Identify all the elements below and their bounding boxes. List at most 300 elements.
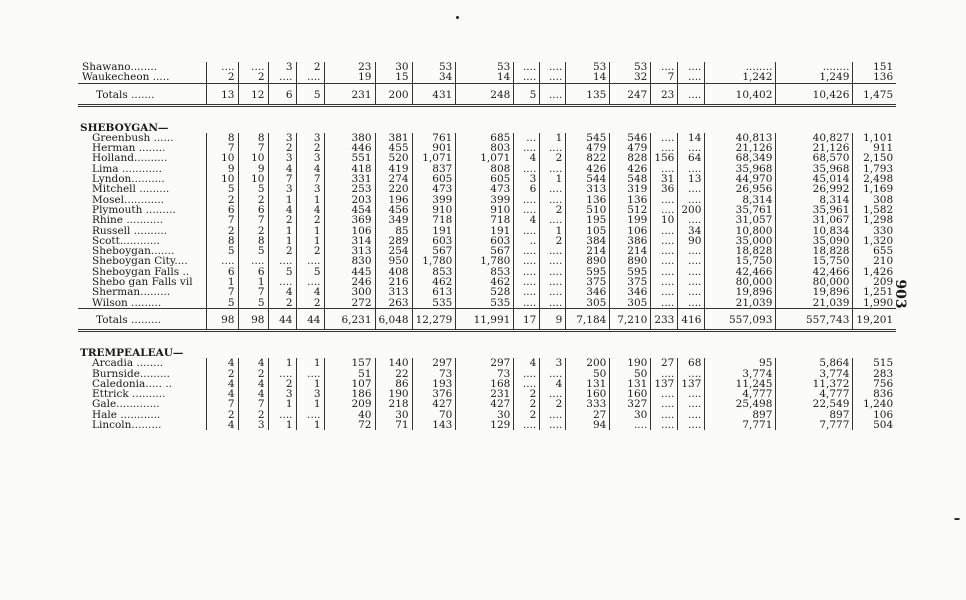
table-cell: 3 [268,133,296,143]
totals-cell: 416 [678,308,705,330]
table-cell: 1,298 [853,215,896,225]
table-cell: .... [540,287,566,297]
table-cell: 4 [206,420,238,430]
table-cell: 897 [776,410,853,420]
table-cell: 80,000 [705,277,776,287]
table-cell: .... [540,256,566,266]
totals-cell: 10,402 [705,83,776,105]
table-row [78,379,896,389]
table-cell: 200 [678,205,705,215]
table-cell: 4 [514,215,540,225]
totals-cell: .... [678,83,705,105]
table-cell: 53 [456,62,514,72]
table-cell: .... [268,369,296,379]
table-cell: 4 [268,164,296,174]
totals-cell: 431 [412,83,456,105]
totals-cell: 247 [610,83,651,105]
table-cell: 381 [375,133,412,143]
table-cell: 2 [238,195,268,205]
table-cell: .... [540,62,566,72]
table-cell: 263 [375,298,412,309]
table-cell: .... [540,246,566,256]
town-name: Greenbush ...... [92,132,174,144]
table-row [78,143,896,153]
table-cell: 18,828 [705,246,776,256]
table-cell: .... [678,195,705,205]
table-cell: 7 [206,215,238,225]
table-cell: 7 [238,215,268,225]
table-cell: .... [514,369,540,379]
town-name: Waukecheon ..... [82,72,170,84]
table-cell: 333 [566,399,610,409]
table-cell: 40,813 [705,133,776,143]
table-cell: 479 [610,143,651,153]
table-cell: 837 [412,164,456,174]
table-cell: 473 [412,184,456,194]
table-cell: 36 [651,184,678,194]
table-cell: 6 [514,184,540,194]
table-cell: 462 [412,277,456,287]
table-cell: 30 [610,410,651,420]
table-cell: 11,245 [705,379,776,389]
table-cell: .... [651,205,678,215]
table-cell: 73 [412,369,456,379]
table-row [78,246,896,256]
table-cell: 5 [238,298,268,309]
table-cell: 1 [296,399,324,409]
table-cell: 376 [412,389,456,399]
table-cell: 375 [566,277,610,287]
table-cell: .... [268,72,296,83]
table-cell: .... [678,287,705,297]
table-cell: 209 [324,399,375,409]
table-cell: .... [651,369,678,379]
table-cell: 446 [324,143,375,153]
table-row [78,267,896,277]
table-cell: .... [514,379,540,389]
table-cell: 4 [268,287,296,297]
table-cell: .... [514,164,540,174]
table-cell: 30 [375,410,412,420]
table-cell: .... [296,410,324,420]
town-name: Arcadia ........ [92,358,164,369]
table-cell: .... [678,277,705,287]
table-cell: 551 [324,153,375,163]
table-cell: 3 [268,153,296,163]
table-cell: 199 [610,215,651,225]
table-cell: 567 [412,246,456,256]
town-name: Herman ........ [92,143,166,154]
table-cell: 462 [456,277,514,287]
table-cell: 151 [853,62,896,72]
totals-cell: 23 [651,83,678,105]
town-name: Lincoln......... [92,420,162,431]
table-cell: 156 [651,153,678,163]
table-cell: .... [678,246,705,256]
table-cell: 399 [456,195,514,205]
table-cell: .... [678,399,705,409]
table-cell: 70 [412,410,456,420]
table-cell: .... [514,256,540,266]
table-cell: 445 [324,267,375,277]
county-heading: SHEBOYGAN— [80,121,169,133]
table-cell: .... [514,62,540,72]
table-cell: 910 [456,205,514,215]
table-cell: 3 [296,153,324,163]
table-cell: 830 [324,256,375,266]
table-cell: 1 [268,358,296,368]
table-cell: 2 [268,246,296,256]
table-cell: 195 [566,215,610,225]
table-cell: 64 [678,153,705,163]
county-heading-row [78,344,896,358]
table-cell: 231 [456,389,514,399]
table-cell: 274 [375,174,412,184]
table-cell: 7 [206,287,238,297]
table-cell: 1 [296,420,324,430]
table-cell: ........ [705,62,776,72]
table-cell: 427 [412,399,456,409]
table-cell: 4 [238,379,268,389]
table-cell: 313 [375,287,412,297]
table-cell: 5 [206,246,238,256]
table-cell: 272 [324,298,375,309]
table-cell: .... [651,236,678,246]
table-cell: 380 [324,133,375,143]
table-cell: 6 [206,205,238,215]
table-cell: .... [514,287,540,297]
table-cell: 32 [610,72,651,83]
table-cell: 544 [566,174,610,184]
table-cell: .... [678,143,705,153]
table-cell: .... [514,72,540,83]
table-cell: 2 [540,205,566,215]
table-cell: 94 [566,420,610,430]
table-cell: 603 [456,236,514,246]
table-cell: .... [268,256,296,266]
table-cell: .... [678,410,705,420]
table-cell: .... [651,62,678,72]
table-cell: .... [514,277,540,287]
table-cell: .... [610,420,651,430]
table-cell: 6 [238,205,268,215]
town-name: Gale............. [92,399,160,410]
table-cell: 890 [610,256,651,266]
table-cell: 1 [268,195,296,205]
table-cell: 3 [268,62,296,72]
table-cell: .... [540,369,566,379]
table-row [78,133,896,143]
totals-cell: 6,048 [375,308,412,330]
table-cell: 7,771 [705,420,776,430]
totals-cell: 135 [566,83,610,105]
town-name: Sheboygan....... [92,246,175,257]
page-number: 903 [892,279,908,309]
table-cell: .... [296,369,324,379]
table-cell: 193 [412,379,456,389]
table-cell: 14 [456,72,514,83]
table-cell: .... [296,277,324,287]
table-cell: 140 [375,358,412,368]
totals-cell: 19,201 [853,308,896,330]
table-cell: 8 [238,133,268,143]
table-cell: 4 [514,153,540,163]
table-cell: 1 [540,133,566,143]
table-cell: 2 [540,399,566,409]
table-cell: .... [540,215,566,225]
table-cell: .... [678,164,705,174]
table-cell: .... [540,298,566,309]
table-cell: 535 [412,298,456,309]
table-cell: 7 [238,143,268,153]
table-cell: 14 [678,133,705,143]
table-row [78,72,896,83]
table-cell: 3 [296,133,324,143]
totals-cell: 44 [268,308,296,330]
table-cell: 655 [853,246,896,256]
table-cell: 836 [853,389,896,399]
table-row [78,205,896,215]
totals-cell: 5 [296,83,324,105]
totals-cell: 231 [324,83,375,105]
group-spacer [78,105,896,119]
totals-cell: 12,279 [412,308,456,330]
table-cell: 4 [296,287,324,297]
table-row [78,369,896,379]
town-name: Lyndon.......... [92,174,165,185]
table-cell: .... [540,420,566,430]
table-cell: 35,961 [776,205,853,215]
table-cell: 53 [412,62,456,72]
table-cell: 1,780 [412,256,456,266]
table-cell: 2 [206,369,238,379]
table-cell: 21,039 [776,298,853,309]
totals-cell: 7,210 [610,308,651,330]
table-cell: 426 [610,164,651,174]
table-cell: 528 [456,287,514,297]
table-cell: 2 [268,379,296,389]
table-cell: 718 [412,215,456,225]
table-cell: 685 [456,133,514,143]
totals-cell: 200 [375,83,412,105]
table-row [78,195,896,205]
table-cell: 386 [610,236,651,246]
table-cell: 546 [610,133,651,143]
table-cell: .... [651,399,678,409]
table-cell: 595 [610,267,651,277]
table-cell: 90 [678,236,705,246]
table-cell: .... [540,72,566,83]
table-cell: 1,101 [853,133,896,143]
table-cell: 68,349 [705,153,776,163]
table-row [78,153,896,163]
table-cell: 3 [540,358,566,368]
table-cell: 455 [375,143,412,153]
table-cell: 30 [375,62,412,72]
table-cell: 1 [268,399,296,409]
table-cell: 911 [853,143,896,153]
table-cell: 2 [206,226,238,236]
table-cell: 1,242 [705,72,776,83]
table-cell: 7 [238,287,268,297]
table-cell: 756 [853,379,896,389]
table-cell: 19,896 [705,287,776,297]
table-cell: 7 [268,174,296,184]
ink-speck [456,16,459,19]
table-cell: .... [678,369,705,379]
table-cell: .... [651,287,678,297]
table-cell: 1,780 [456,256,514,266]
table-cell: 10 [238,174,268,184]
table-cell: .... [678,298,705,309]
table-cell: .... [514,226,540,236]
table-cell: 106 [324,226,375,236]
table-cell: 34 [678,226,705,236]
totals-cell: .... [540,83,566,105]
table-cell: 535 [456,298,514,309]
table-cell: 68 [678,358,705,368]
table-cell: 15,750 [776,256,853,266]
table-cell: 191 [456,226,514,236]
totals-cell: 98 [206,308,238,330]
table-cell: 1,249 [776,72,853,83]
table-cell: 35,968 [705,164,776,174]
table-cell: 15,750 [705,256,776,266]
table-cell: 853 [456,267,514,277]
table-cell: 86 [375,379,412,389]
table-cell: .... [514,267,540,277]
table-cell: 289 [375,236,412,246]
table-cell: 595 [566,267,610,277]
town-name: Ettrick .......... [92,389,166,400]
table-cell: 2 [206,195,238,205]
totals-cell: 11,991 [456,308,514,330]
table-cell: 4,777 [776,389,853,399]
table-cell: .... [238,256,268,266]
table-cell: .... [514,246,540,256]
table-cell: 2 [296,298,324,309]
table-cell: 73 [456,369,514,379]
table-cell: 190 [610,358,651,368]
table-cell: 2 [514,389,540,399]
table-cell: 200 [566,358,610,368]
totals-label: Totals ....... [78,83,206,105]
table-cell: 5,864 [776,358,853,368]
totals-cell: 248 [456,83,514,105]
table-cell: .... [540,267,566,277]
table-cell: ........ [776,62,853,72]
table-cell: 605 [412,174,456,184]
table-cell: 297 [456,358,514,368]
table-cell: 214 [610,246,651,256]
table-cell: 515 [853,358,896,368]
table-cell: 136 [853,72,896,83]
table-cell: 1,240 [853,399,896,409]
table-cell: 23 [324,62,375,72]
table-cell: 308 [853,195,896,205]
totals-cell: 12 [238,83,268,105]
table-cell: 4 [296,205,324,215]
table-cell: .... [678,62,705,72]
town-name: Hale ............ [92,409,161,421]
table-cell: 21,126 [705,143,776,153]
table-cell: 30 [456,410,514,420]
table-cell: 1,169 [853,184,896,194]
table-row [78,226,896,236]
table-cell: 1,320 [853,236,896,246]
table-cell: 80,000 [776,277,853,287]
table-cell: 479 [566,143,610,153]
town-name: Rhine ........... [92,215,164,226]
table-cell: 8 [206,236,238,246]
table-cell: 1 [238,277,268,287]
table-cell: .... [651,246,678,256]
table-cell: .... [206,256,238,266]
table-cell: 7 [238,399,268,409]
table-cell: 305 [566,298,610,309]
table-cell: 808 [456,164,514,174]
table-cell: 314 [324,236,375,246]
table-cell: 160 [610,389,651,399]
table-cell: 822 [566,153,610,163]
totals-row [78,308,896,330]
table-cell: 8,314 [705,195,776,205]
table-cell: 319 [610,184,651,194]
table-cell: 300 [324,287,375,297]
table-cell: 19,896 [776,287,853,297]
table-cell: 253 [324,184,375,194]
table-cell: 4 [206,389,238,399]
table-cell: 31 [651,174,678,184]
table-cell: 5 [206,184,238,194]
totals-cell: 98 [238,308,268,330]
table-cell: 31,057 [705,215,776,225]
table-cell: 305 [610,298,651,309]
table-cell: 35,090 [776,236,853,246]
table-cell: 40 [324,410,375,420]
town-name: Plymouth ......... [92,204,176,216]
table-cell: 3,774 [776,369,853,379]
table-cell: 828 [610,153,651,163]
ink-speck [954,518,960,520]
table-cell: 512 [610,205,651,215]
table-cell: 26,956 [705,184,776,194]
table-cell: 4 [238,358,268,368]
table-cell: .... [296,256,324,266]
table-cell: 1 [296,358,324,368]
table-cell: 2 [296,215,324,225]
table-cell: 13 [678,174,705,184]
table-cell: 254 [375,246,412,256]
table-cell: 520 [375,153,412,163]
table-cell: 2 [296,246,324,256]
table-cell: 35,968 [776,164,853,174]
table-cell: 10,800 [705,226,776,236]
table-cell: 3 [268,389,296,399]
table-cell: 426 [566,164,610,174]
table-cell: 107 [324,379,375,389]
table-cell: 40,827 [776,133,853,143]
table-cell: 718 [456,215,514,225]
table-cell: 567 [456,246,514,256]
table-cell: 418 [324,164,375,174]
table-cell: 129 [456,420,514,430]
table-row [78,215,896,225]
table-row [78,62,896,72]
table-cell: 4 [206,358,238,368]
table-cell: 35,000 [705,236,776,246]
totals-cell: 10,426 [776,83,853,105]
